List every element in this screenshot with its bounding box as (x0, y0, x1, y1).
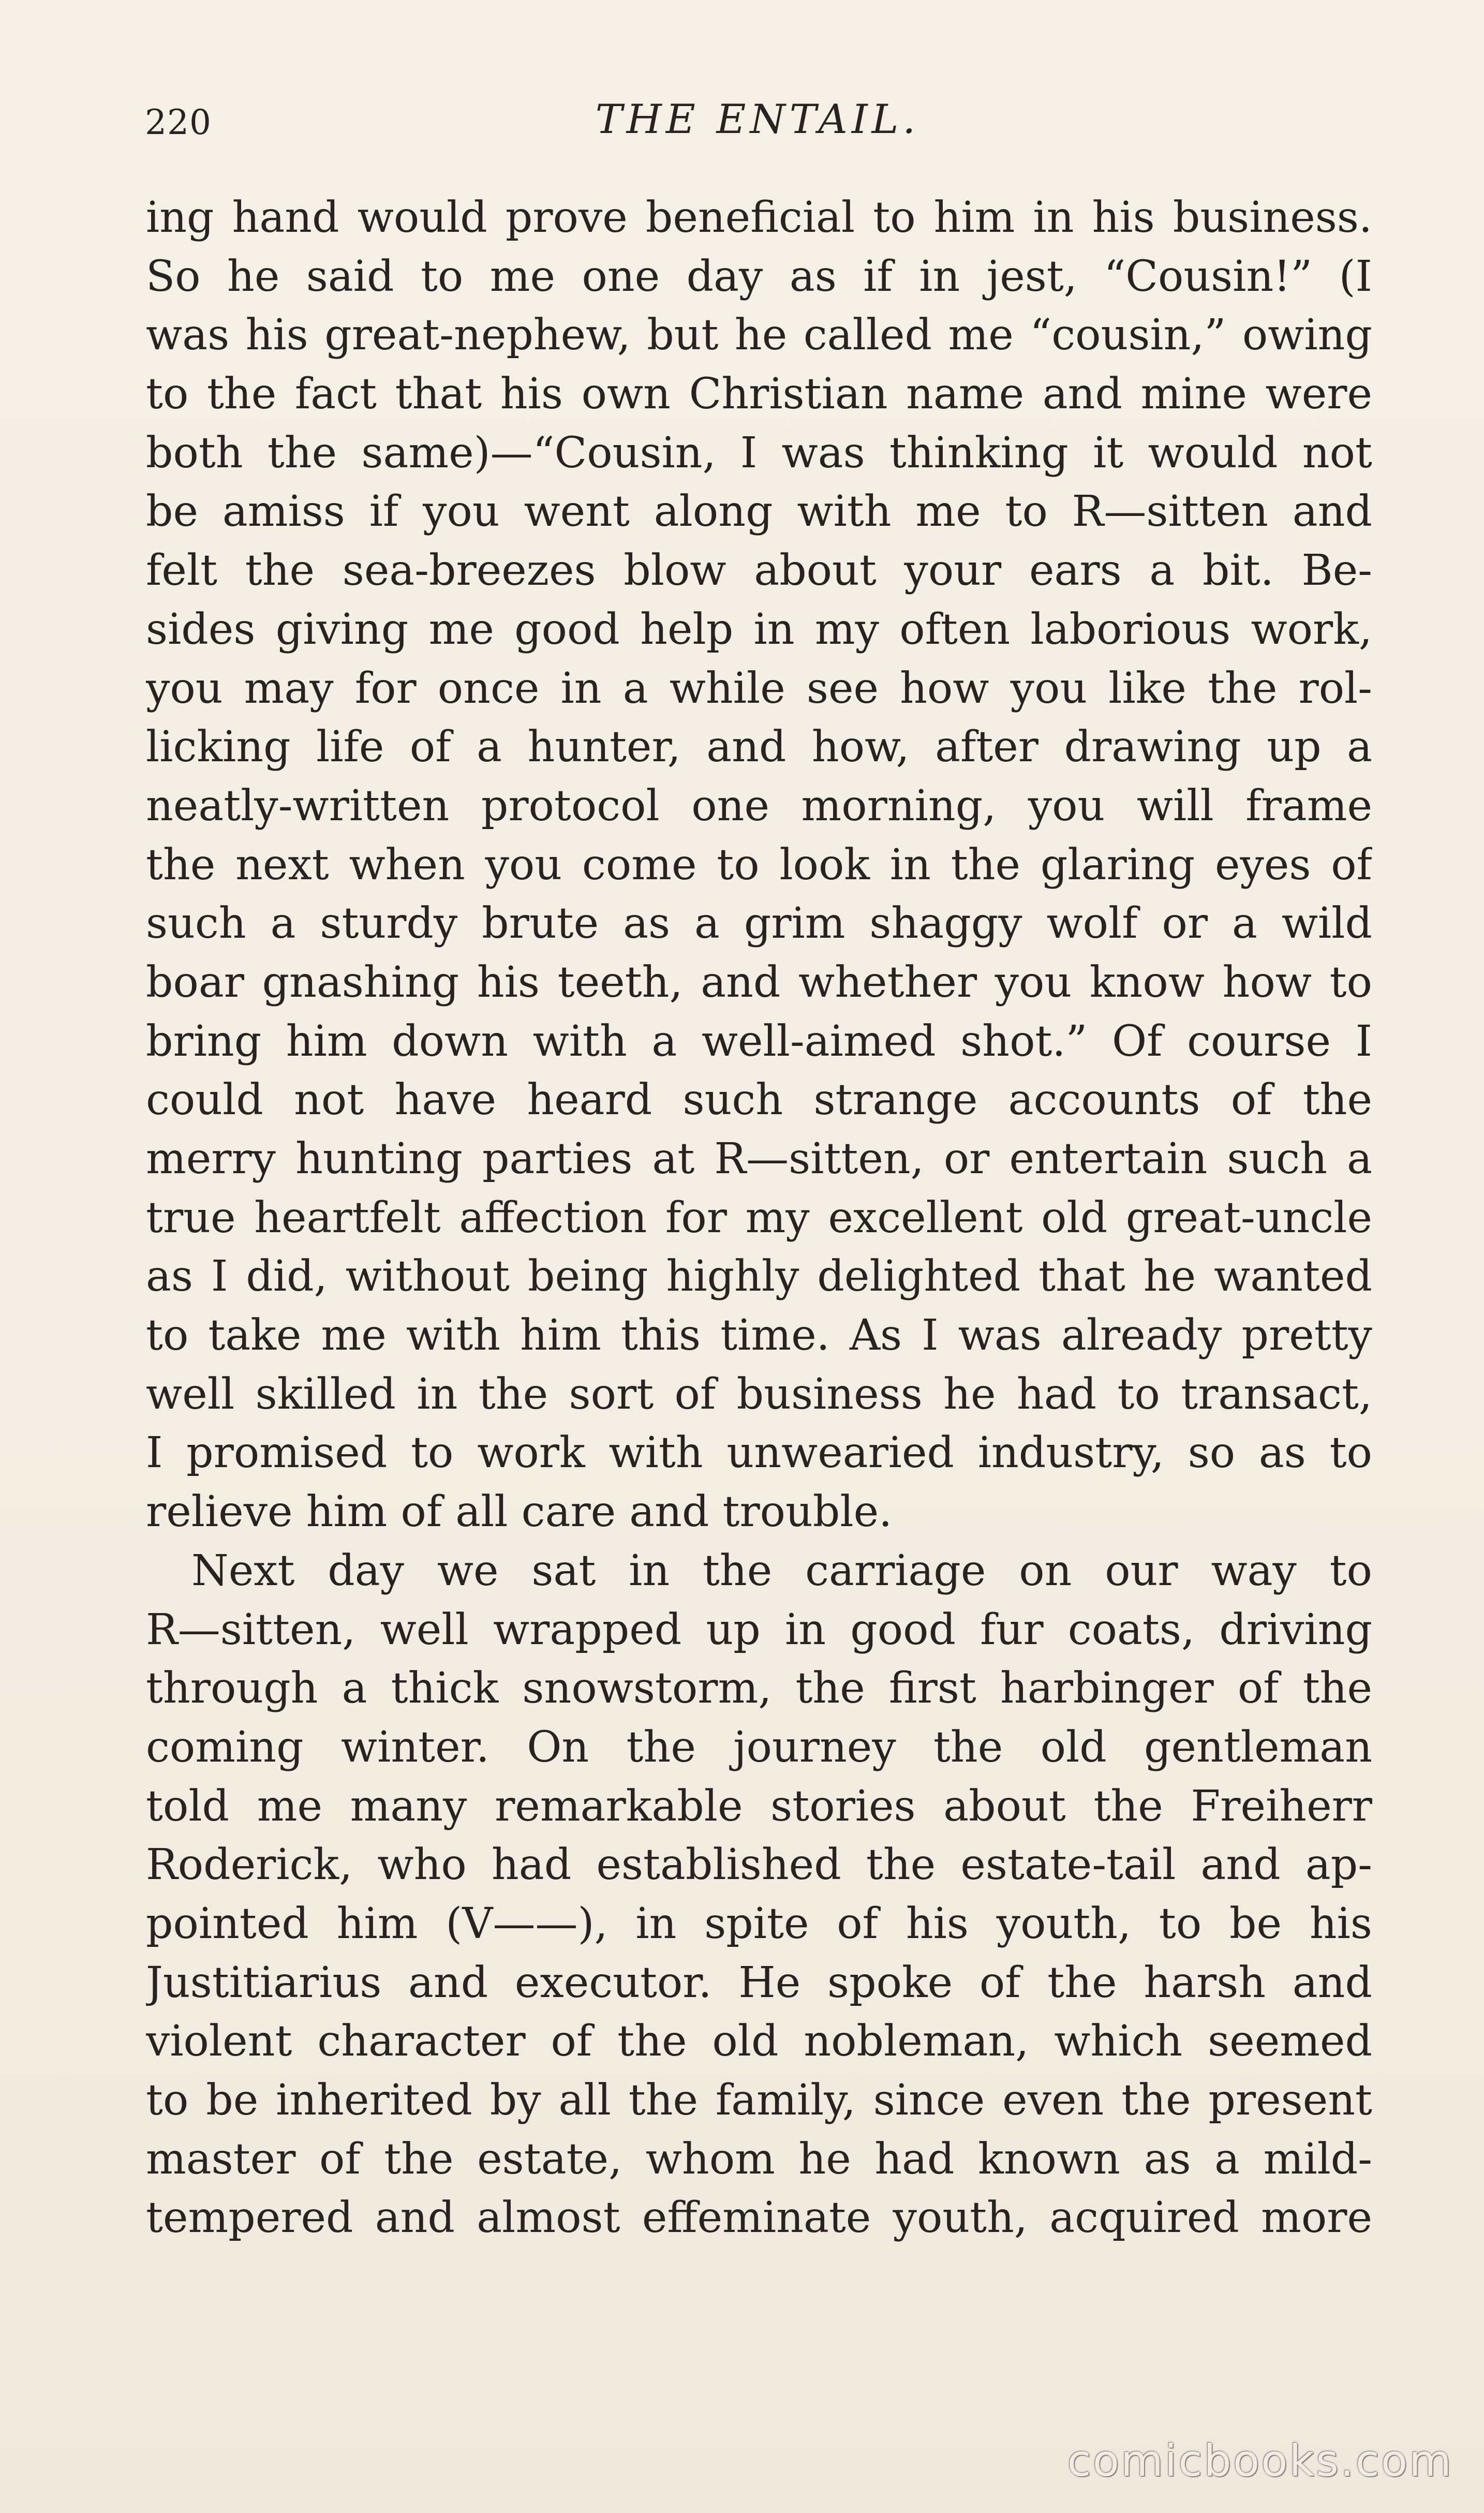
text-line: could not have heard such strange accounts of the (146, 1075, 1372, 1125)
text-line: to the fact that his own Christian name and mine were (146, 369, 1372, 419)
text-line: Justitiarius and executor. He spoke of the harsh and (146, 1958, 1372, 2007)
running-head (145, 96, 1370, 153)
text-line: the next when you come to look in the glaring eyes of (146, 840, 1372, 890)
text-line: as I did, without being highly delighted that he wanted (146, 1252, 1372, 1302)
body-text (146, 188, 1372, 2248)
watermark: comicbooks.com (1067, 2435, 1453, 2486)
text-line: to be inherited by all the family, since even the present (146, 2076, 1372, 2125)
text-line: master of the estate, whom he had known as a mild- (146, 2134, 1372, 2184)
text-line: relieve him of all care and trouble. (146, 1487, 893, 1537)
text-line: true heartfelt affection for my excellent old great-uncle (146, 1193, 1372, 1243)
text-line: through a thick snowstorm, the first harbinger of the (146, 1664, 1372, 1713)
text-line: pointed him (V——), in spite of his youth, to be his (146, 1899, 1372, 1948)
text-line: coming winter. On the journey the old gentleman (146, 1722, 1372, 1772)
text-line: merry hunting parties at R—sitten, or entertain such a (146, 1134, 1372, 1184)
page-number: 220 (145, 102, 212, 142)
text-line: sides giving me good help in my often laborious work, (146, 604, 1372, 654)
text-line: told me many remarkable stories about the Freiherr (146, 1781, 1372, 1831)
text-line: you may for once in a while see how you like the rol- (146, 663, 1372, 713)
text-line: well skilled in the sort of business he had to transact, (146, 1369, 1372, 1419)
running-title: THE ENTAIL. (595, 96, 920, 143)
text-line: to take me with him this time. As I was already pretty (146, 1311, 1372, 1361)
text-line: Roderick, who had established the estate-tail and ap- (146, 1840, 1372, 1890)
text-line: both the same)—“Cousin, I was thinking it would not (146, 428, 1372, 478)
text-line: tempered and almost effeminate youth, acquired more (146, 2193, 1372, 2243)
text-line: violent character of the old nobleman, which seemed (146, 2017, 1372, 2066)
text-line: such a sturdy brute as a grim shaggy wolf or a wild (146, 899, 1372, 949)
text-line: licking life of a hunter, and how, after drawing up a (146, 722, 1372, 772)
text-line: was his great-nephew, but he called me “cousin,” owing (146, 311, 1372, 360)
text-line: ing hand would prove beneficial to him in his business. (146, 193, 1372, 242)
text-line: I promised to work with unwearied industry, so as to (146, 1428, 1372, 1478)
text-line: bring him down with a well-aimed shot.” Of course I (146, 1016, 1372, 1066)
text-line: be amiss if you went along with me to R—sitten and (146, 487, 1372, 537)
text-line: So he said to me one day as if in jest, “Cousin!” (I (146, 252, 1372, 301)
text-line: neatly-written protocol one morning, you will frame (146, 781, 1372, 831)
text-line: R—sitten, well wrapped up in good fur coats, driving (146, 1605, 1372, 1654)
text-line: Next day we sat in the carriage on our way to (191, 1546, 1372, 1595)
text-line: boar gnashing his teeth, and whether you know how to (146, 957, 1372, 1007)
text-line: felt the sea-breezes blow about your ears a bit. Be- (146, 546, 1372, 596)
